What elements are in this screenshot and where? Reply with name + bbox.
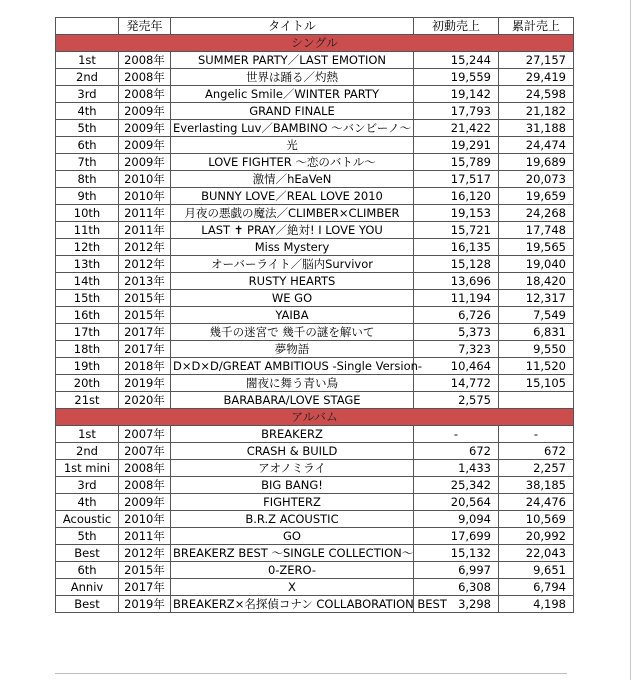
- total-sales-cell: 24,476: [499, 494, 574, 511]
- title-cell: LAST ✝ PRAY／絶対! I LOVE YOU: [171, 222, 414, 239]
- table-row: [56, 120, 574, 137]
- total-sales-cell: 20,992: [499, 528, 574, 545]
- release-year-cell: 2007年: [119, 426, 171, 443]
- title-cell: 闇夜に舞う青い鳥: [171, 375, 414, 392]
- table-row: [56, 222, 574, 239]
- release-year-cell: 2011年: [119, 528, 171, 545]
- table-row: [56, 256, 574, 273]
- section-header-row: [56, 35, 574, 52]
- first-week-sales-cell: 10,464: [414, 358, 499, 375]
- release-number-cell: 4th: [56, 103, 119, 120]
- first-week-sales-cell: 17,699: [414, 528, 499, 545]
- table-row: [56, 375, 574, 392]
- release-year-cell: 2010年: [119, 171, 171, 188]
- first-week-sales-cell: 672: [414, 443, 499, 460]
- total-sales-cell: 24,474: [499, 137, 574, 154]
- title-cell: Miss Mystery: [171, 239, 414, 256]
- total-sales-cell: 19,565: [499, 239, 574, 256]
- table-row: [56, 562, 574, 579]
- first-week-sales-cell: 9,094: [414, 511, 499, 528]
- release-number-cell: 5th: [56, 528, 119, 545]
- title-cell: BARABARA/LOVE STAGE: [171, 392, 414, 409]
- first-week-sales-cell: 13,696: [414, 273, 499, 290]
- total-sales-cell: 12,317: [499, 290, 574, 307]
- title-cell: B.R.Z ACOUSTIC: [171, 511, 414, 528]
- first-week-sales-cell: 1,433: [414, 460, 499, 477]
- total-sales-cell: 2,257: [499, 460, 574, 477]
- total-sales-cell: 31,188: [499, 120, 574, 137]
- release-year-cell: 2017年: [119, 341, 171, 358]
- title-cell: アオノミライ: [171, 460, 414, 477]
- title-cell: 月夜の悪戯の魔法／CLIMBER×CLIMBER: [171, 205, 414, 222]
- table-row: [56, 341, 574, 358]
- release-number-cell: 3rd: [56, 86, 119, 103]
- title-cell: Angelic Smile／WINTER PARTY: [171, 86, 414, 103]
- bottom-divider: [55, 673, 567, 674]
- title-cell: 幾千の迷宮で 幾千の謎を解いて: [171, 324, 414, 341]
- first-week-sales-cell: 15,789: [414, 154, 499, 171]
- title-cell: BIG BANG!: [171, 477, 414, 494]
- first-week-sales-cell: 7,323: [414, 341, 499, 358]
- total-sales-cell: 20,073: [499, 171, 574, 188]
- first-week-sales-cell: 17,793: [414, 103, 499, 120]
- release-number-cell: 13th: [56, 256, 119, 273]
- release-number-cell: 11th: [56, 222, 119, 239]
- first-week-sales-cell: 15,244: [414, 52, 499, 69]
- total-sales-cell: 9,550: [499, 341, 574, 358]
- table-row: [56, 460, 574, 477]
- release-year-cell: 2012年: [119, 239, 171, 256]
- release-year-cell: 2020年: [119, 392, 171, 409]
- release-year-cell: 2010年: [119, 188, 171, 205]
- header-first-week-sales: 初動売上: [414, 18, 499, 35]
- release-number-cell: 15th: [56, 290, 119, 307]
- release-year-cell: 2012年: [119, 256, 171, 273]
- table-row: [56, 103, 574, 120]
- release-number-cell: 18th: [56, 341, 119, 358]
- title-cell: GO: [171, 528, 414, 545]
- title-cell: 光: [171, 137, 414, 154]
- total-sales-cell: 9,651: [499, 562, 574, 579]
- first-week-sales-cell: 16,120: [414, 188, 499, 205]
- title-cell: X: [171, 579, 414, 596]
- release-year-cell: 2009年: [119, 494, 171, 511]
- table-row: [56, 290, 574, 307]
- release-number-cell: 3rd: [56, 477, 119, 494]
- release-year-cell: 2015年: [119, 290, 171, 307]
- release-number-cell: 21st: [56, 392, 119, 409]
- table-row: [56, 443, 574, 460]
- table-row: [56, 188, 574, 205]
- total-sales-cell: 15,105: [499, 375, 574, 392]
- section-label: アルバム: [56, 409, 574, 426]
- release-year-cell: 2019年: [119, 375, 171, 392]
- title-cell: GRAND FINALE: [171, 103, 414, 120]
- first-week-sales-cell: 6,997: [414, 562, 499, 579]
- release-number-cell: 19th: [56, 358, 119, 375]
- table-row: [56, 86, 574, 103]
- title-cell: LOVE FIGHTER 〜恋のバトル〜: [171, 154, 414, 171]
- first-week-sales-cell: 19,559: [414, 69, 499, 86]
- table-row: [56, 477, 574, 494]
- release-number-cell: 17th: [56, 324, 119, 341]
- total-sales-cell: 19,040: [499, 256, 574, 273]
- title-cell: オーバーライト／脳内Survivor: [171, 256, 414, 273]
- release-year-cell: 2011年: [119, 205, 171, 222]
- total-sales-cell: -: [499, 426, 574, 443]
- release-year-cell: 2011年: [119, 222, 171, 239]
- table-row: [56, 358, 574, 375]
- release-year-cell: 2013年: [119, 273, 171, 290]
- title-cell: SUMMER PARTY／LAST EMOTION: [171, 52, 414, 69]
- release-year-cell: 2008年: [119, 69, 171, 86]
- title-cell: BREAKERZ: [171, 426, 414, 443]
- release-year-cell: 2008年: [119, 86, 171, 103]
- header-total-sales: 累計売上: [499, 18, 574, 35]
- title-cell: D×D×D/GREAT AMBITIOUS -Single Version-: [171, 358, 414, 375]
- release-number-cell: 6th: [56, 137, 119, 154]
- first-week-sales-cell: 15,721: [414, 222, 499, 239]
- first-week-sales-cell: 25,342: [414, 477, 499, 494]
- release-number-cell: 1st: [56, 52, 119, 69]
- table-row: [56, 426, 574, 443]
- title-cell: 激情／hEaVeN: [171, 171, 414, 188]
- table-row: [56, 511, 574, 528]
- table-row: [56, 494, 574, 511]
- release-year-cell: 2015年: [119, 562, 171, 579]
- first-week-sales-cell: 5,373: [414, 324, 499, 341]
- release-year-cell: 2017年: [119, 579, 171, 596]
- release-number-cell: 7th: [56, 154, 119, 171]
- first-week-sales-cell: 6,726: [414, 307, 499, 324]
- total-sales-cell: 4,198: [499, 596, 574, 613]
- release-year-cell: 2009年: [119, 137, 171, 154]
- table-header-row: [56, 18, 574, 35]
- section-header-row: [56, 409, 574, 426]
- title-cell: 夢物語: [171, 341, 414, 358]
- first-week-sales-cell: 19,142: [414, 86, 499, 103]
- title-cell: Everlasting Luv／BAMBINO 〜バンビーノ〜: [171, 120, 414, 137]
- total-sales-cell: 17,748: [499, 222, 574, 239]
- first-week-sales-cell: 21,422: [414, 120, 499, 137]
- total-sales-cell: 18,420: [499, 273, 574, 290]
- release-number-cell: 1st mini: [56, 460, 119, 477]
- first-week-sales-cell: 15,132: [414, 545, 499, 562]
- release-year-cell: 2015年: [119, 307, 171, 324]
- total-sales-cell: 24,598: [499, 86, 574, 103]
- table-row: [56, 545, 574, 562]
- first-week-sales-cell: 11,194: [414, 290, 499, 307]
- release-number-cell: 1st: [56, 426, 119, 443]
- total-sales-cell: 24,268: [499, 205, 574, 222]
- total-sales-cell: 6,794: [499, 579, 574, 596]
- table-row: [56, 69, 574, 86]
- table-body: [56, 35, 574, 613]
- release-number-cell: Best: [56, 545, 119, 562]
- release-year-cell: 2012年: [119, 545, 171, 562]
- table-row: [56, 392, 574, 409]
- first-week-sales-cell: 6,308: [414, 579, 499, 596]
- table-row: [56, 205, 574, 222]
- total-sales-cell: 10,569: [499, 511, 574, 528]
- release-year-cell: 2017年: [119, 324, 171, 341]
- release-number-cell: 2nd: [56, 69, 119, 86]
- release-year-cell: 2018年: [119, 358, 171, 375]
- section-label: シングル: [56, 35, 574, 52]
- first-week-sales-cell: 14,772: [414, 375, 499, 392]
- table-row: [56, 307, 574, 324]
- title-cell: WE GO: [171, 290, 414, 307]
- title-cell: RUSTY HEARTS: [171, 273, 414, 290]
- table-row: [56, 137, 574, 154]
- table-row: [56, 528, 574, 545]
- release-number-cell: 20th: [56, 375, 119, 392]
- release-number-cell: Best: [56, 596, 119, 613]
- total-sales-cell: 21,182: [499, 103, 574, 120]
- release-year-cell: 2009年: [119, 154, 171, 171]
- release-year-cell: 2008年: [119, 460, 171, 477]
- title-cell: 0-ZERO-: [171, 562, 414, 579]
- first-week-sales-cell: 15,128: [414, 256, 499, 273]
- table-row: [56, 171, 574, 188]
- release-number-cell: 5th: [56, 120, 119, 137]
- total-sales-cell: 7,549: [499, 307, 574, 324]
- total-sales-cell: 19,659: [499, 188, 574, 205]
- total-sales-cell: 22,043: [499, 545, 574, 562]
- first-week-sales-cell: 19,153: [414, 205, 499, 222]
- release-year-cell: 2008年: [119, 477, 171, 494]
- header-year: 発売年: [119, 18, 171, 35]
- title-cell: BREAKERZ×名探偵コナン COLLABORATION BEST: [171, 596, 414, 613]
- release-year-cell: 2008年: [119, 52, 171, 69]
- release-year-cell: 2007年: [119, 443, 171, 460]
- release-number-cell: 2nd: [56, 443, 119, 460]
- release-number-cell: 12th: [56, 239, 119, 256]
- release-year-cell: 2009年: [119, 120, 171, 137]
- release-year-cell: 2009年: [119, 103, 171, 120]
- title-cell: BUNNY LOVE／REAL LOVE 2010: [171, 188, 414, 205]
- table-row: [56, 596, 574, 613]
- first-week-sales-cell: 19,291: [414, 137, 499, 154]
- release-number-cell: 9th: [56, 188, 119, 205]
- release-number-cell: 14th: [56, 273, 119, 290]
- title-cell: 世界は踊る／灼熱: [171, 69, 414, 86]
- page-right-border: [630, 0, 631, 680]
- title-cell: FIGHTERZ: [171, 494, 414, 511]
- total-sales-cell: 27,157: [499, 52, 574, 69]
- table-row: [56, 52, 574, 69]
- total-sales-cell: 29,419: [499, 69, 574, 86]
- first-week-sales-cell: 3,298: [414, 596, 499, 613]
- first-week-sales-cell: -: [414, 426, 499, 443]
- table-row: [56, 273, 574, 290]
- release-number-cell: 16th: [56, 307, 119, 324]
- release-year-cell: 2019年: [119, 596, 171, 613]
- header-number: [56, 18, 119, 35]
- total-sales-cell: 672: [499, 443, 574, 460]
- release-number-cell: 4th: [56, 494, 119, 511]
- table-row: [56, 579, 574, 596]
- total-sales-cell: 38,185: [499, 477, 574, 494]
- first-week-sales-cell: 17,517: [414, 171, 499, 188]
- table-row: [56, 324, 574, 341]
- title-cell: CRASH & BUILD: [171, 443, 414, 460]
- first-week-sales-cell: 20,564: [414, 494, 499, 511]
- total-sales-cell: 6,831: [499, 324, 574, 341]
- table-row: [56, 239, 574, 256]
- release-number-cell: 8th: [56, 171, 119, 188]
- sales-table: [55, 17, 574, 613]
- release-year-cell: 2010年: [119, 511, 171, 528]
- total-sales-cell: [499, 392, 574, 409]
- release-number-cell: Acoustic: [56, 511, 119, 528]
- release-number-cell: 10th: [56, 205, 119, 222]
- title-cell: BREAKERZ BEST 〜SINGLE COLLECTION〜: [171, 545, 414, 562]
- release-number-cell: Anniv: [56, 579, 119, 596]
- header-title: タイトル: [171, 18, 414, 35]
- total-sales-cell: 11,520: [499, 358, 574, 375]
- title-cell: YAIBA: [171, 307, 414, 324]
- release-number-cell: 6th: [56, 562, 119, 579]
- total-sales-cell: 19,689: [499, 154, 574, 171]
- table-row: [56, 154, 574, 171]
- first-week-sales-cell: 16,135: [414, 239, 499, 256]
- first-week-sales-cell: 2,575: [414, 392, 499, 409]
